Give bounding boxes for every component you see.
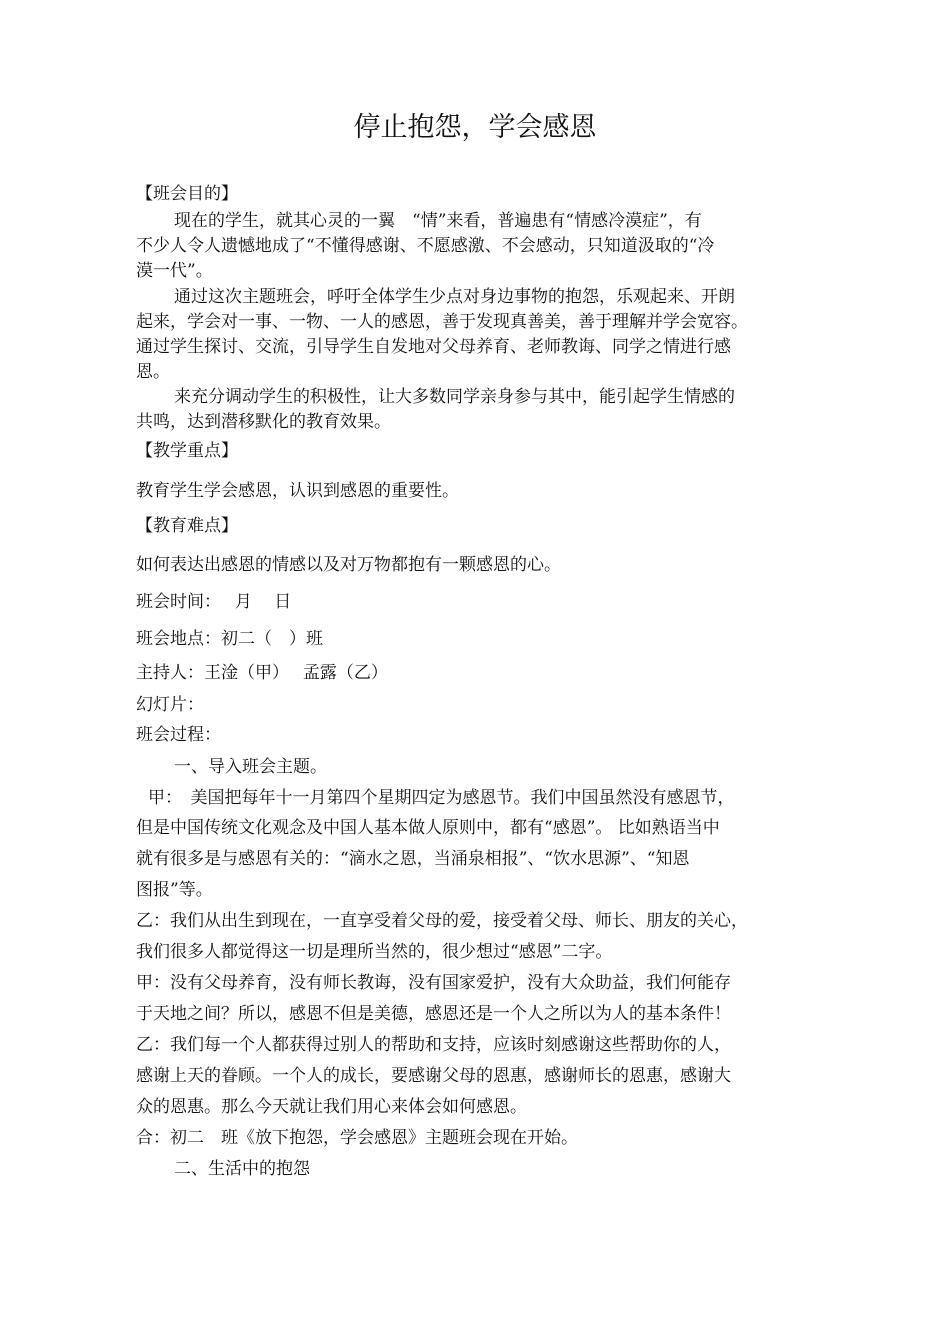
dialogue-line: 乙：我们从出生到现在，一直享受着父母的爱，接受着父母、师长、朋友的关心， (136, 911, 748, 931)
dialogue-line: 于天地之间？所以，感恩不但是美德，感恩还是一个人之所以为人的基本条件！ (136, 1004, 731, 1024)
dialogue-line: 乙：我们每一个人都获得过别人的帮助和支持，应该时刻感谢这些帮助你的人， (136, 1035, 731, 1055)
dialogue-line: 我们很多人都觉得这一切是理所当然的，很少想过“感恩”二字。 (136, 942, 613, 962)
dialogue-line: 感谢上天的眷顾。一个人的成长，要感谢父母的恩惠，感谢师长的恩惠，感谢大 (136, 1066, 731, 1086)
section-heading: 一、导入班会主题。 (174, 757, 327, 777)
dialogue-line: 甲：没有父母养育，没有师长教诲，没有国家爱护，没有大众助益，我们何能存 (136, 973, 731, 993)
dialogue-line: 图报”等。 (136, 880, 213, 900)
key-point-text: 教育学生学会感恩，认识到感恩的重要性。 (136, 481, 459, 501)
page-title: 停止抱怨，学会感恩 (353, 112, 597, 143)
meeting-host: 主持人：王淦（甲） 孟露（乙） (136, 663, 388, 683)
dialogue-line: 合：初二 班《放下抱怨，学会感恩》主题班会现在开始。 (136, 1128, 578, 1148)
dialogue-line: 但是中国传统文化观念及中国人基本做人原则中，都有“感恩”。 比如熟语当中 (136, 818, 720, 838)
meeting-time: 班会时间： 月 日 (136, 592, 292, 612)
difficulty-heading: 【教育难点】 (136, 516, 238, 536)
purpose-p3-line: 共鸣，达到潜移默化的教育效果。 (136, 412, 391, 432)
purpose-p2-line: 恩。 (136, 362, 170, 382)
slides-label: 幻灯片： (136, 695, 204, 715)
purpose-p3-line: 来充分调动学生的积极性，让大多数同学亲身参与其中，能引起学生情感的 (174, 387, 735, 407)
purpose-p2-line: 起来，学会对一事、一物、一人的感恩，善于发现真善美，善于理解并学会宽容。 (136, 312, 748, 332)
purpose-p1-line: 漠一代”。 (136, 261, 213, 281)
process-label: 班会过程： (136, 725, 221, 745)
purpose-heading: 【班会目的】 (136, 184, 238, 204)
purpose-p1-line: 不少人令人遗憾地成了“不懂得感谢、不愿感激、不会感动，只知道汲取的“冷 (136, 236, 715, 256)
dialogue-line: 甲： 美国把每年十一月第四个星期四定为感恩节。我们中国虽然没有感恩节， (148, 788, 735, 808)
dialogue-line: 众的恩惠。那么今天就让我们用心来体会如何感恩。 (136, 1097, 527, 1117)
key-point-heading: 【教学重点】 (136, 441, 238, 461)
section-heading: 二、生活中的抱怨 (174, 1159, 310, 1179)
dialogue-line: 就有很多是与感恩有关的：“滴水之恩，当涌泉相报”、“饮水思源”、“知恩 (136, 849, 690, 869)
purpose-p2-line: 通过这次主题班会，呼吁全体学生少点对身边事物的抱怨，乐观起来、开朗 (174, 287, 735, 307)
meeting-place: 班会地点：初二（ ）班 (136, 629, 323, 649)
purpose-p1-line: 现在的学生，就其心灵的一翼 “情”来看，普遍患有“情感冷漠症”，有 (174, 211, 702, 231)
purpose-p2-line: 通过学生探讨、交流，引导学生自发地对父母养育、老师教诲、同学之情进行感 (136, 337, 731, 357)
difficulty-text: 如何表达出感恩的情感以及对万物都抱有一颗感恩的心。 (136, 555, 561, 575)
